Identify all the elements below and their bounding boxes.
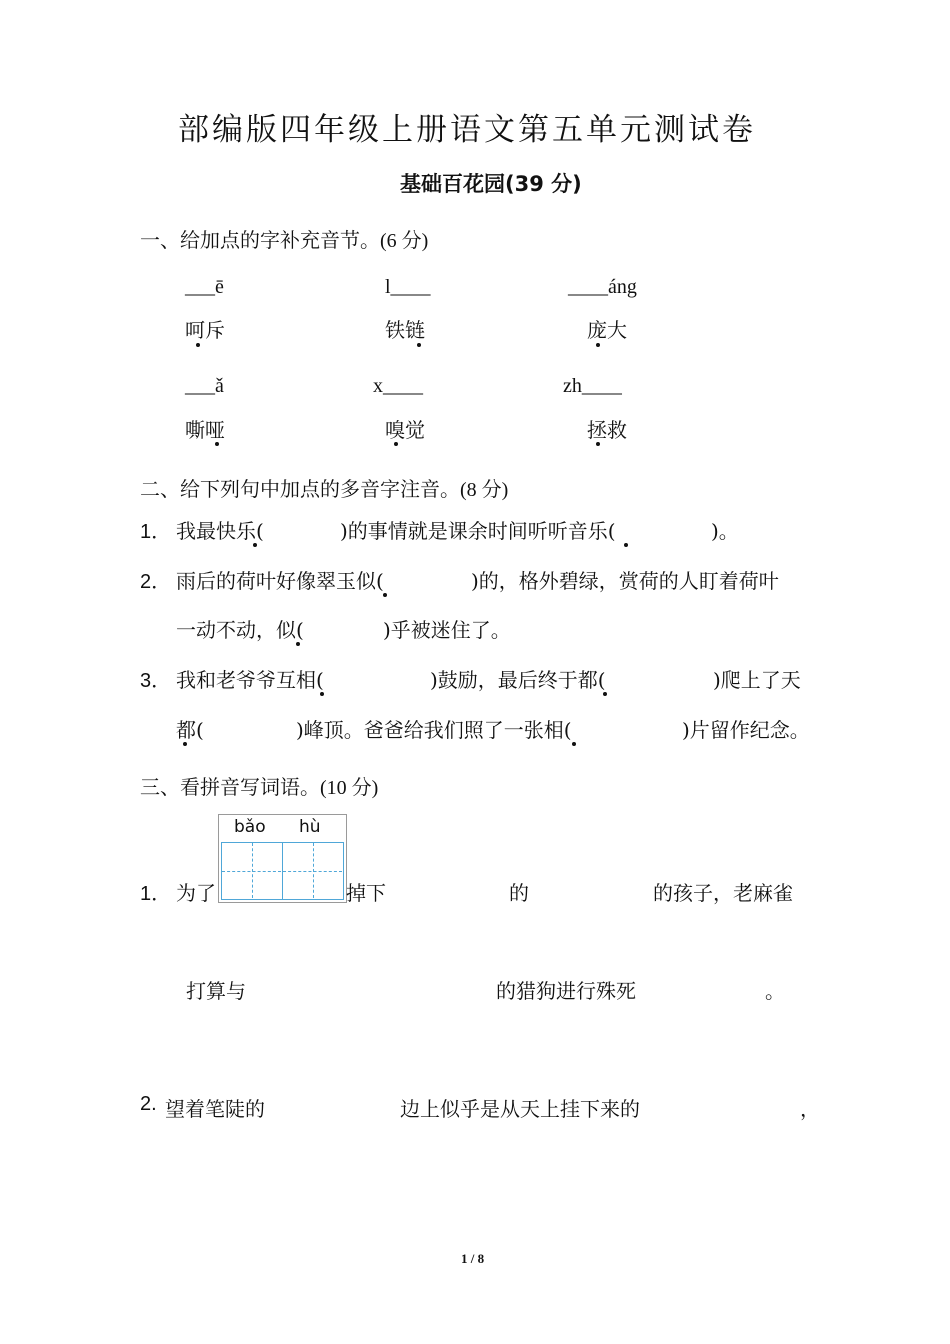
s3-q2-part-b: 边上似乎是从天上挂下来的 (400, 1097, 640, 1121)
s1-word-4: 嘶哑 (185, 418, 225, 442)
section2-heading (140, 473, 508, 502)
s1-pinyin-1: ___ē (185, 276, 224, 298)
s1-pinyin-4: ___ǎ (185, 375, 224, 397)
s2-q2-part-a: 雨后的荷叶好像翠玉似( (176, 569, 384, 593)
s1-pinyin-6: zh____ (563, 375, 622, 397)
s3-q1-num: 1． (140, 883, 172, 905)
s2-q3-part-f: )片留作纪念。 (682, 718, 810, 742)
s3-q1-part-d: 的孩子，老麻雀 (653, 881, 793, 905)
s2-q1-part-b: )的事情就是课余时间听听音乐( (340, 519, 616, 543)
s2-q2-part-d: )乎被迷住了。 (383, 618, 511, 642)
s3-q1-part-a: 为了 (176, 881, 216, 905)
emphasis-dot (296, 642, 300, 646)
emphasis-dot (596, 442, 600, 446)
s2-q2-num: 2． (140, 571, 172, 593)
emphasis-dot (215, 442, 219, 446)
section2-heading-text: 二、给下列句中加点的多音字注音。 (140, 477, 460, 501)
s3-q1-part-g: 。 (765, 979, 785, 1003)
pinyin-writing-box (218, 814, 347, 903)
section1-heading-text: 一、给加点的字补充音节。 (140, 228, 380, 252)
s1-word-5: 嗅觉 (385, 418, 425, 442)
s1-word-6: 拯救 (587, 418, 627, 442)
emphasis-dot (603, 692, 607, 696)
s3-q2-part-a: 望着笔陡的 (165, 1097, 265, 1121)
emphasis-dot (320, 692, 324, 696)
page-number: 1 / 8 (461, 1251, 485, 1266)
s2-q2-part-c: 一动不动，似( (176, 618, 304, 642)
s1-pinyin-3: ____áng (568, 276, 637, 298)
emphasis-dot (253, 543, 257, 547)
section3-heading (140, 771, 378, 800)
writing-cell-2[interactable] (282, 842, 344, 900)
s2-q1-part-c: )。 (711, 519, 739, 543)
s2-q3-part-a: 我和老爷爷互相( (176, 668, 324, 692)
section1-points: (6 分) (380, 230, 429, 252)
section1-heading (140, 224, 428, 253)
emphasis-dot (596, 343, 600, 347)
s2-q3-part-e: )峰顶。爸爸给我们照了一张相( (296, 718, 572, 742)
s1-pinyin-2: l____ (385, 276, 431, 298)
emphasis-dot (183, 742, 187, 746)
emphasis-dot (394, 442, 398, 446)
grid-pinyin-2: hù (299, 817, 321, 837)
section3-heading-text: 三、看拼音写词语。 (140, 775, 320, 799)
s3-q1-part-e: 打算与 (186, 979, 246, 1003)
emphasis-dot (624, 543, 628, 547)
section3-points: (10 分) (320, 777, 379, 799)
s2-q1-part-a: 我最快乐( (176, 519, 264, 543)
page-subtitle: 基础百花园(39 分) (400, 172, 582, 196)
s2-q2-part-b: )的，格外碧绿，赏荷的人盯着荷叶 (471, 569, 779, 593)
emphasis-dot (196, 343, 200, 347)
s2-q3-part-c: )爬上了天 (713, 668, 801, 692)
s1-word-3: 庞大 (587, 318, 627, 342)
writing-cell-1[interactable] (221, 842, 283, 900)
s3-q2-part-c: ， (800, 1097, 820, 1121)
emphasis-dot (417, 343, 421, 347)
s3-q1-part-f: 的猎狗进行殊死 (496, 979, 636, 1003)
emphasis-dot (383, 593, 387, 597)
s3-q2-num: 2. (140, 1093, 157, 1115)
s1-word-1: 呵斥 (185, 318, 225, 342)
guide-line (252, 843, 253, 898)
emphasis-dot (572, 742, 576, 746)
s3-q1-part-b: 掉下 (346, 881, 386, 905)
grid-pinyin-1: bǎo (234, 817, 266, 837)
s2-q3-num: 3． (140, 670, 172, 692)
s1-pinyin-5: x____ (373, 375, 423, 397)
s2-q1-num: 1． (140, 521, 172, 543)
s1-word-2: 铁链 (385, 318, 425, 342)
page-title: 部编版四年级上册语文第五单元测试卷 (178, 112, 756, 148)
s3-q1-part-c: 的 (509, 881, 529, 905)
guide-line (313, 843, 314, 898)
section2-points: (8 分) (460, 479, 509, 501)
s2-q3-part-d: 都( (176, 718, 204, 742)
s2-q3-part-b: )鼓励，最后终于都( (430, 668, 606, 692)
